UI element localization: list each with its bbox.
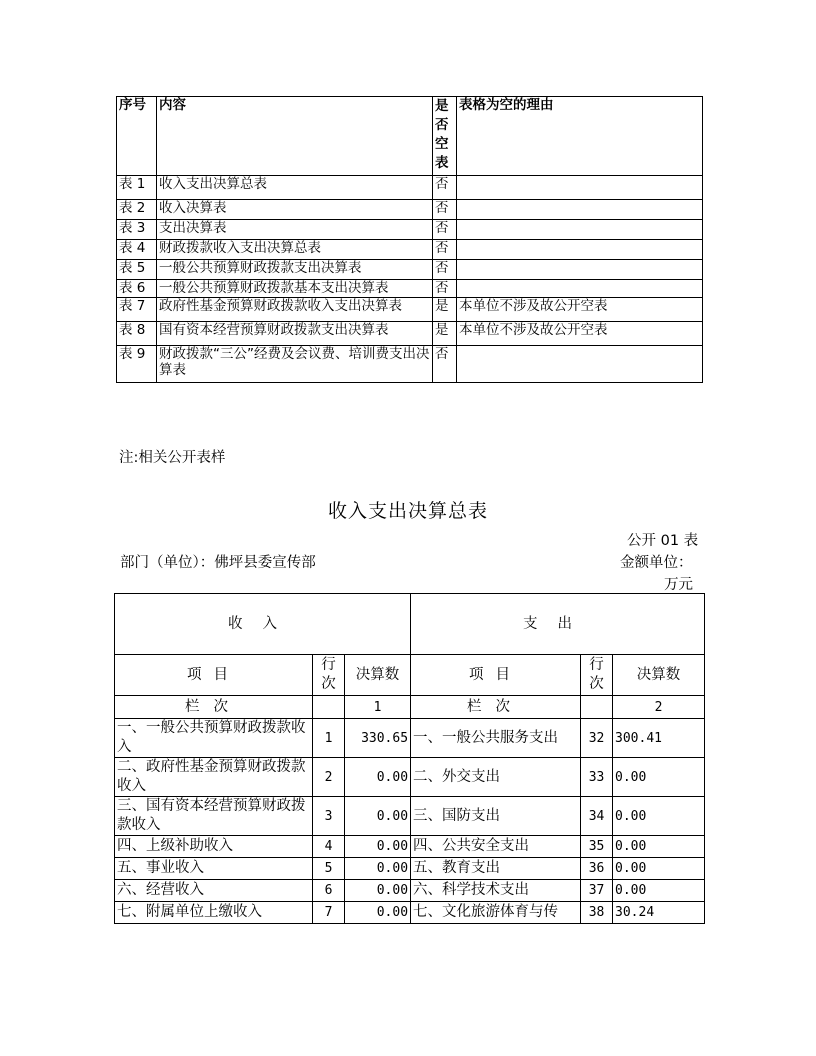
income-amount: 0.00 — [345, 797, 411, 836]
income-item: 三、国有资本经营预算财政拨款收入 — [115, 797, 313, 836]
expense-lanci-blank — [581, 696, 613, 719]
amount-unit-value: 万元 — [664, 577, 693, 593]
income-item: 一、一般公共预算财政拨款收入 — [115, 719, 313, 758]
catalog-row — [117, 176, 703, 200]
catalog-row — [117, 220, 703, 240]
catalog-seq: 表 3 — [117, 220, 157, 240]
expense-item: 一、一般公共服务支出 — [411, 719, 581, 758]
expense-col-no: 2 — [613, 696, 705, 719]
catalog-content: 支出决算表 — [157, 220, 433, 240]
catalog-empty: 否 — [433, 240, 457, 260]
catalog-content: 国有资本经营预算财政拨款支出决算表 — [157, 322, 433, 346]
expense-item: 四、公共安全支出 — [411, 836, 581, 858]
expense-col-amount: 决算数 — [613, 655, 705, 696]
income-line: 6 — [313, 880, 345, 902]
catalog-seq: 表 1 — [117, 176, 157, 200]
catalog-seq: 表 5 — [117, 260, 157, 280]
catalog-content: 政府性基金预算财政拨款收入支出决算表 — [157, 298, 433, 322]
income-amount: 0.00 — [345, 858, 411, 880]
catalog-seq: 表 9 — [117, 346, 157, 383]
table-row — [115, 858, 705, 880]
expense-item: 三、国防支出 — [411, 797, 581, 836]
income-item: 二、政府性基金预算财政拨款收入 — [115, 758, 313, 797]
income-amount: 0.00 — [345, 836, 411, 858]
table-row — [115, 758, 705, 797]
income-col-item: 项目 — [115, 655, 313, 696]
expense-line: 37 — [581, 880, 613, 902]
table-row — [115, 880, 705, 902]
catalog-empty: 否 — [433, 346, 457, 383]
column-header-row — [115, 655, 705, 696]
catalog-reason — [457, 220, 703, 240]
income-line: 2 — [313, 758, 345, 797]
catalog-row — [117, 200, 703, 220]
income-item: 五、事业收入 — [115, 858, 313, 880]
catalog-content: 财政拨款“三公”经费及会议费、培训费支出决算表 — [157, 346, 433, 383]
catalog-empty: 否 — [433, 280, 457, 298]
catalog-reason — [457, 176, 703, 200]
expense-line: 35 — [581, 836, 613, 858]
catalog-header-seq: 序号 — [117, 97, 157, 176]
catalog-seq: 表 6 — [117, 280, 157, 298]
expense-item: 七、文化旅游体育与传 — [411, 902, 581, 924]
catalog-row — [117, 346, 703, 383]
expense-amount: 0.00 — [613, 797, 705, 836]
expense-amount: 0.00 — [613, 758, 705, 797]
note-text: 注:相关公开表样 — [119, 450, 226, 466]
expense-amount: 0.00 — [613, 836, 705, 858]
catalog-reason: 本单位不涉及故公开空表 — [457, 322, 703, 346]
expense-item: 二、外交支出 — [411, 758, 581, 797]
expense-item: 五、教育支出 — [411, 858, 581, 880]
expense-line: 34 — [581, 797, 613, 836]
income-item: 七、附属单位上缴收入 — [115, 902, 313, 924]
catalog-header-row — [117, 97, 703, 176]
expense-amount: 0.00 — [613, 880, 705, 902]
catalog-empty: 否 — [433, 220, 457, 240]
catalog-seq: 表 2 — [117, 200, 157, 220]
catalog-content: 一般公共预算财政拨款基本支出决算表 — [157, 280, 433, 298]
expense-header: 支出 — [411, 594, 705, 655]
income-col-line: 行次 — [313, 655, 345, 696]
income-line: 7 — [313, 902, 345, 924]
catalog-row — [117, 322, 703, 346]
catalog-empty: 否 — [433, 200, 457, 220]
catalog-header-reason: 表格为空的理由 — [457, 97, 703, 176]
expense-line: 32 — [581, 719, 613, 758]
catalog-reason — [457, 346, 703, 383]
catalog-content: 财政拨款收入支出决算总表 — [157, 240, 433, 260]
catalog-seq: 表 8 — [117, 322, 157, 346]
catalog-reason — [457, 240, 703, 260]
table-number: 公开 01 表 — [627, 533, 699, 549]
catalog-empty: 是 — [433, 298, 457, 322]
expense-item: 六、科学技术支出 — [411, 880, 581, 902]
catalog-empty: 是 — [433, 322, 457, 346]
catalog-reason — [457, 260, 703, 280]
income-line: 1 — [313, 719, 345, 758]
catalog-content: 一般公共预算财政拨款支出决算表 — [157, 260, 433, 280]
expense-line: 33 — [581, 758, 613, 797]
income-item: 四、上级补助收入 — [115, 836, 313, 858]
income-line: 4 — [313, 836, 345, 858]
income-line: 5 — [313, 858, 345, 880]
catalog-seq: 表 4 — [117, 240, 157, 260]
catalog-reason — [457, 200, 703, 220]
income-amount: 0.00 — [345, 902, 411, 924]
catalog-table — [116, 96, 703, 383]
table-row — [115, 902, 705, 924]
income-col-no: 1 — [345, 696, 411, 719]
expense-col-line: 行次 — [581, 655, 613, 696]
expense-amount: 30.24 — [613, 902, 705, 924]
section-header-row — [115, 594, 705, 655]
catalog-header-content: 内容 — [157, 97, 433, 176]
department-label: 部门（单位）：佛坪县委宣传部 — [120, 555, 316, 571]
expense-col-item: 项目 — [411, 655, 581, 696]
catalog-row — [117, 280, 703, 298]
amount-unit-label: 金额单位： — [620, 555, 693, 571]
table-row — [115, 719, 705, 758]
table-row — [115, 797, 705, 836]
catalog-content: 收入支出决算总表 — [157, 176, 433, 200]
summary-table — [114, 593, 705, 924]
table-row — [115, 836, 705, 858]
catalog-empty: 否 — [433, 176, 457, 200]
expense-amount: 300.41 — [613, 719, 705, 758]
catalog-reason: 本单位不涉及故公开空表 — [457, 298, 703, 322]
income-amount: 0.00 — [345, 880, 411, 902]
expense-line: 38 — [581, 902, 613, 924]
catalog-header-empty: 是否空表 — [433, 97, 457, 176]
summary-title: 收入支出决算总表 — [327, 500, 488, 522]
income-item: 六、经营收入 — [115, 880, 313, 902]
income-amount: 0.00 — [345, 758, 411, 797]
column-number-row — [115, 696, 705, 719]
catalog-empty: 否 — [433, 260, 457, 280]
expense-line: 36 — [581, 858, 613, 880]
income-header: 收入 — [115, 594, 411, 655]
catalog-row — [117, 260, 703, 280]
expense-amount: 0.00 — [613, 858, 705, 880]
catalog-seq: 表 7 — [117, 298, 157, 322]
catalog-row — [117, 240, 703, 260]
income-amount: 330.65 — [345, 719, 411, 758]
income-lanci-blank — [313, 696, 345, 719]
income-line: 3 — [313, 797, 345, 836]
expense-lanci: 栏次 — [411, 696, 581, 719]
catalog-row — [117, 298, 703, 322]
catalog-content: 收入决算表 — [157, 200, 433, 220]
catalog-reason — [457, 280, 703, 298]
income-lanci: 栏次 — [115, 696, 313, 719]
income-col-amount: 决算数 — [345, 655, 411, 696]
